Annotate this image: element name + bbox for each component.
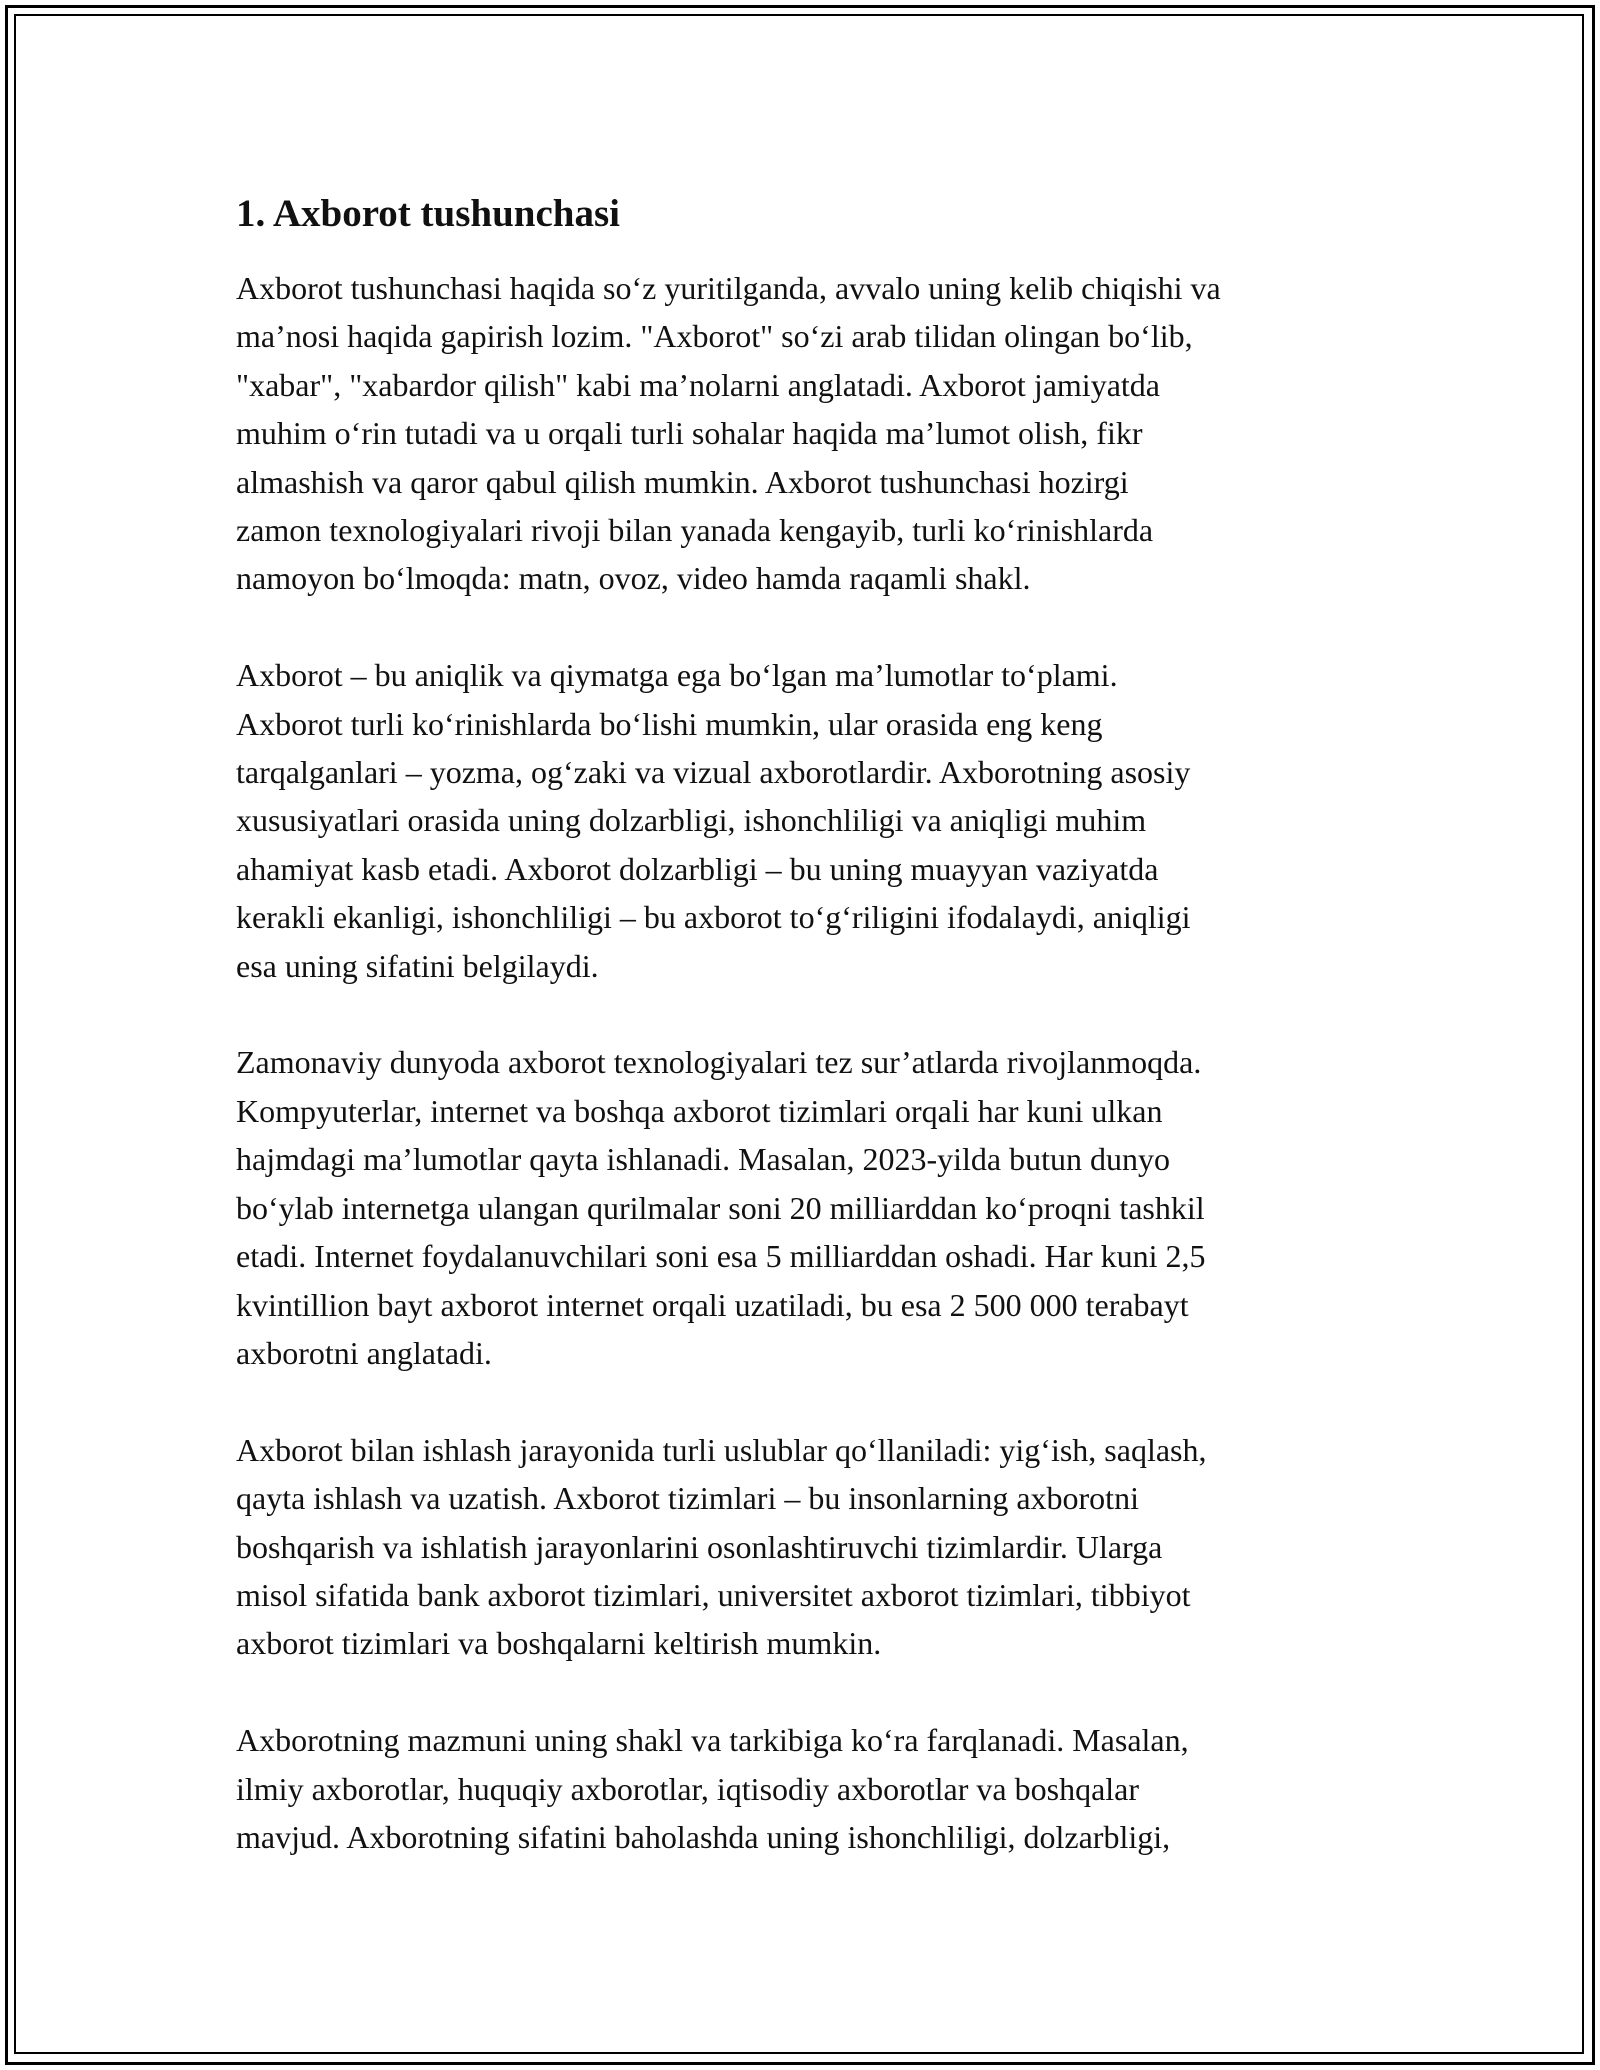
text-line: Zamonaviy dunyoda axborot texnologiyalari tez sur’atlarda rivojlanmoqda. [236, 1044, 1202, 1081]
text-line: ahamiyat kasb etadi. Axborot dolzarbligi – bu uning muayyan vaziyatda [236, 850, 1159, 887]
text-line: kvintillion bayt axborot internet orqali uzatiladi, bu esa 2 500 000 terabayt [236, 1286, 1189, 1323]
text-line: hajmdagi ma’lumotlar qayta ishlanadi. Masalan, 2023-yilda butun dunyo [236, 1141, 1171, 1178]
text-line: bo‘ylab internetga ulangan qurilmalar soni 20 milliarddan ko‘proqni tashkil [236, 1189, 1205, 1226]
paragraph-1 [236, 264, 1386, 603]
text-line: ilmiy axborotlar, huquqiy axborotlar, iqtisodiy axborotlar va boshqalar [236, 1770, 1140, 1807]
text-line: qayta ishlash va uzatish. Axborot tizimlari – bu insonlarning axborotni [236, 1480, 1139, 1517]
text-line: muhim o‘rin tutadi va u orqali turli sohalar haqida ma’lumot olish, fikr [236, 415, 1143, 452]
paragraph-3 [236, 1038, 1386, 1377]
page-content [236, 186, 1386, 1910]
text-line: Kompyuterlar, internet va boshqa axborot tizimlari orqali har kuni ulkan [236, 1092, 1163, 1129]
section-heading: 1. Axborot tushunchasi [236, 192, 620, 235]
paragraph-2 [236, 651, 1386, 990]
text-line: axborotni anglatadi. [236, 1334, 492, 1371]
text-line: xususiyatlari orasida uning dolzarbligi, ishonchliligi va aniqligi muhim [236, 802, 1147, 839]
paragraph-4 [236, 1426, 1386, 1668]
text-line: zamon texnologiyalari rivoji bilan yanada kengayib, turli ko‘rinishlarda [236, 512, 1154, 549]
text-line: Axborotning mazmuni uning shakl va tarkibiga ko‘ra farqlanadi. Masalan, [236, 1722, 1189, 1759]
text-line: axborot tizimlari va boshqalarni keltirish mumkin. [236, 1625, 882, 1662]
text-line: esa uning sifatini belgilaydi. [236, 947, 599, 984]
text-line: misol sifatida bank axborot tizimlari, universitet axborot tizimlari, tibbiyot [236, 1576, 1191, 1613]
text-line: ma’nosi haqida gapirish lozim. "Axborot" so‘zi arab tilidan olingan bo‘lib, [236, 318, 1193, 355]
text-line: "xabar", "xabardor qilish" kabi ma’nolarni anglatadi. Axborot jamiyatda [236, 366, 1160, 403]
text-line: etadi. Internet foydalanuvchilari soni esa 5 milliarddan oshadi. Har kuni 2,5 [236, 1238, 1206, 1275]
paragraph-5 [236, 1716, 1386, 1861]
text-line: Axborot bilan ishlash jarayonida turli uslublar qo‘llaniladi: yig‘ish, saqlash, [236, 1431, 1207, 1468]
text-line: mavjud. Axborotning sifatini baholashda uning ishonchliligi, dolzarbligi, [236, 1818, 1171, 1855]
text-line: Axborot tushunchasi haqida so‘z yuritilganda, avvalo uning kelib chiqishi va [236, 270, 1221, 306]
text-line: tarqalganlari – yozma, og‘zaki va vizual axborotlardir. Axborotning asosiy [236, 754, 1191, 791]
text-line: namoyon bo‘lmoqda: matn, ovoz, video hamda raqamli shakl. [236, 560, 1031, 597]
text-line: Axborot turli ko‘rinishlarda bo‘lishi mumkin, ular orasida eng keng [236, 705, 1103, 742]
text-line: boshqarish va ishlatish jarayonlarini osonlashtiruvchi tizimlardir. Ularga [236, 1528, 1163, 1565]
text-line: kerakli ekanligi, ishonchliligi – bu axborot to‘g‘riligini ifodalaydi, aniqligi [236, 899, 1191, 936]
text-line: almashish va qaror qabul qilish mumkin. Axborot tushunchasi hozirgi [236, 463, 1129, 500]
text-line: Axborot – bu aniqlik va qiymatga ega bo‘lgan ma’lumotlar to‘plami. [236, 657, 1118, 694]
